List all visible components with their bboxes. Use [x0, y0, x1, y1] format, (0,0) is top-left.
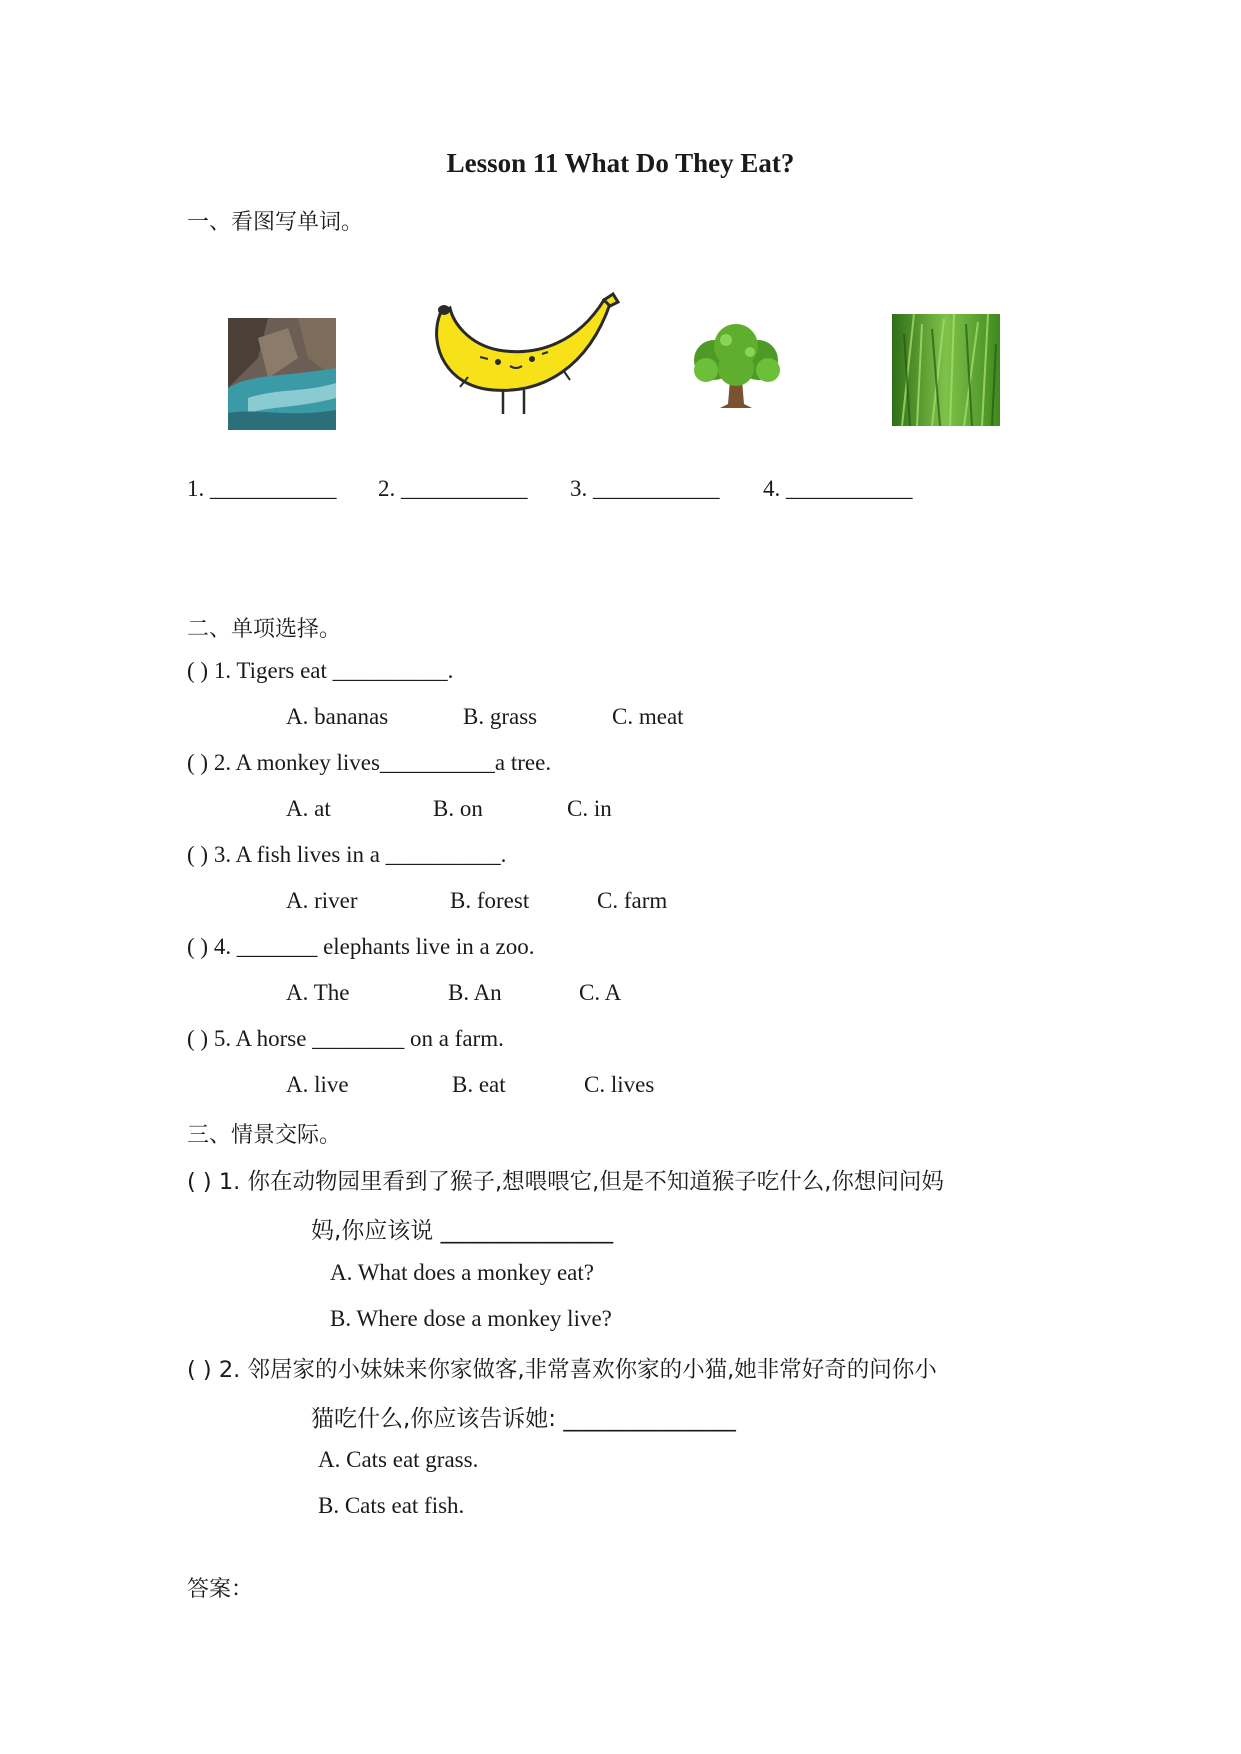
question-stem: ( ) 3. A fish lives in a __________. — [187, 842, 507, 867]
option-c: C. meat — [612, 704, 684, 729]
question-stem: ( ) 4. _______ elephants live in a zoo. — [187, 934, 535, 959]
situation-question-1: ( ) 1. 你在动物园里看到了猴子,想喂喂它,但是不知道猴子吃什么,你想问问妈 — [187, 1169, 944, 1195]
option-c: C. lives — [584, 1072, 655, 1097]
option-b: B. forest — [450, 888, 530, 913]
option-a: A. live — [286, 1072, 349, 1097]
page-title: Lesson 11 What Do They Eat? — [446, 148, 795, 178]
river-canyon-photo — [228, 318, 336, 430]
option-a: A. at — [286, 796, 331, 821]
option-b: B. on — [433, 796, 483, 821]
option-b: B. grass — [463, 704, 538, 729]
grass-photo — [892, 314, 1000, 426]
option-a: A. What does a monkey eat? — [330, 1260, 594, 1285]
option-b: B. Cats eat fish. — [318, 1493, 465, 1518]
option-c: C. farm — [597, 888, 668, 913]
situation-question-2-cont: 猫吃什么,你应该告诉她: _______________ — [311, 1406, 736, 1432]
blank-2: 2. ___________ — [378, 476, 528, 501]
blank-3: 3. ___________ — [570, 476, 720, 501]
question-stem: ( ) 2. A monkey lives__________a tree. — [187, 750, 552, 775]
option-a: A. bananas — [286, 704, 389, 729]
option-b: B. Where dose a monkey live? — [330, 1306, 612, 1331]
answers-heading: 答案： — [187, 1577, 254, 1602]
blank-4: 4. ___________ — [763, 476, 913, 501]
section-3-heading: 三、情景交际。 — [187, 1123, 342, 1148]
section-2-heading: 二、单项选择。 — [187, 617, 342, 642]
section-1-heading: 一、看图写单词。 — [187, 210, 364, 235]
option-a: A. The — [286, 980, 350, 1005]
option-b: B. An — [448, 980, 502, 1005]
situation-question-2: ( ) 2. 邻居家的小妹妹来你家做客,非常喜欢你家的小猫,她非常好奇的问你小 — [187, 1357, 937, 1383]
option-a: A. river — [286, 888, 358, 913]
question-stem: ( ) 5. A horse ________ on a farm. — [187, 1026, 504, 1051]
option-a: A. Cats eat grass. — [318, 1447, 479, 1472]
option-b: B. eat — [452, 1072, 506, 1097]
tree-icon — [684, 322, 788, 410]
option-c: C. A — [579, 980, 622, 1005]
option-c: C. in — [567, 796, 612, 821]
banana-cartoon — [428, 292, 623, 418]
question-stem: ( ) 1. Tigers eat __________. — [187, 658, 454, 683]
blank-1: 1. ___________ — [187, 476, 337, 501]
situation-question-1-cont: 妈,你应该说 _______________ — [311, 1218, 614, 1244]
